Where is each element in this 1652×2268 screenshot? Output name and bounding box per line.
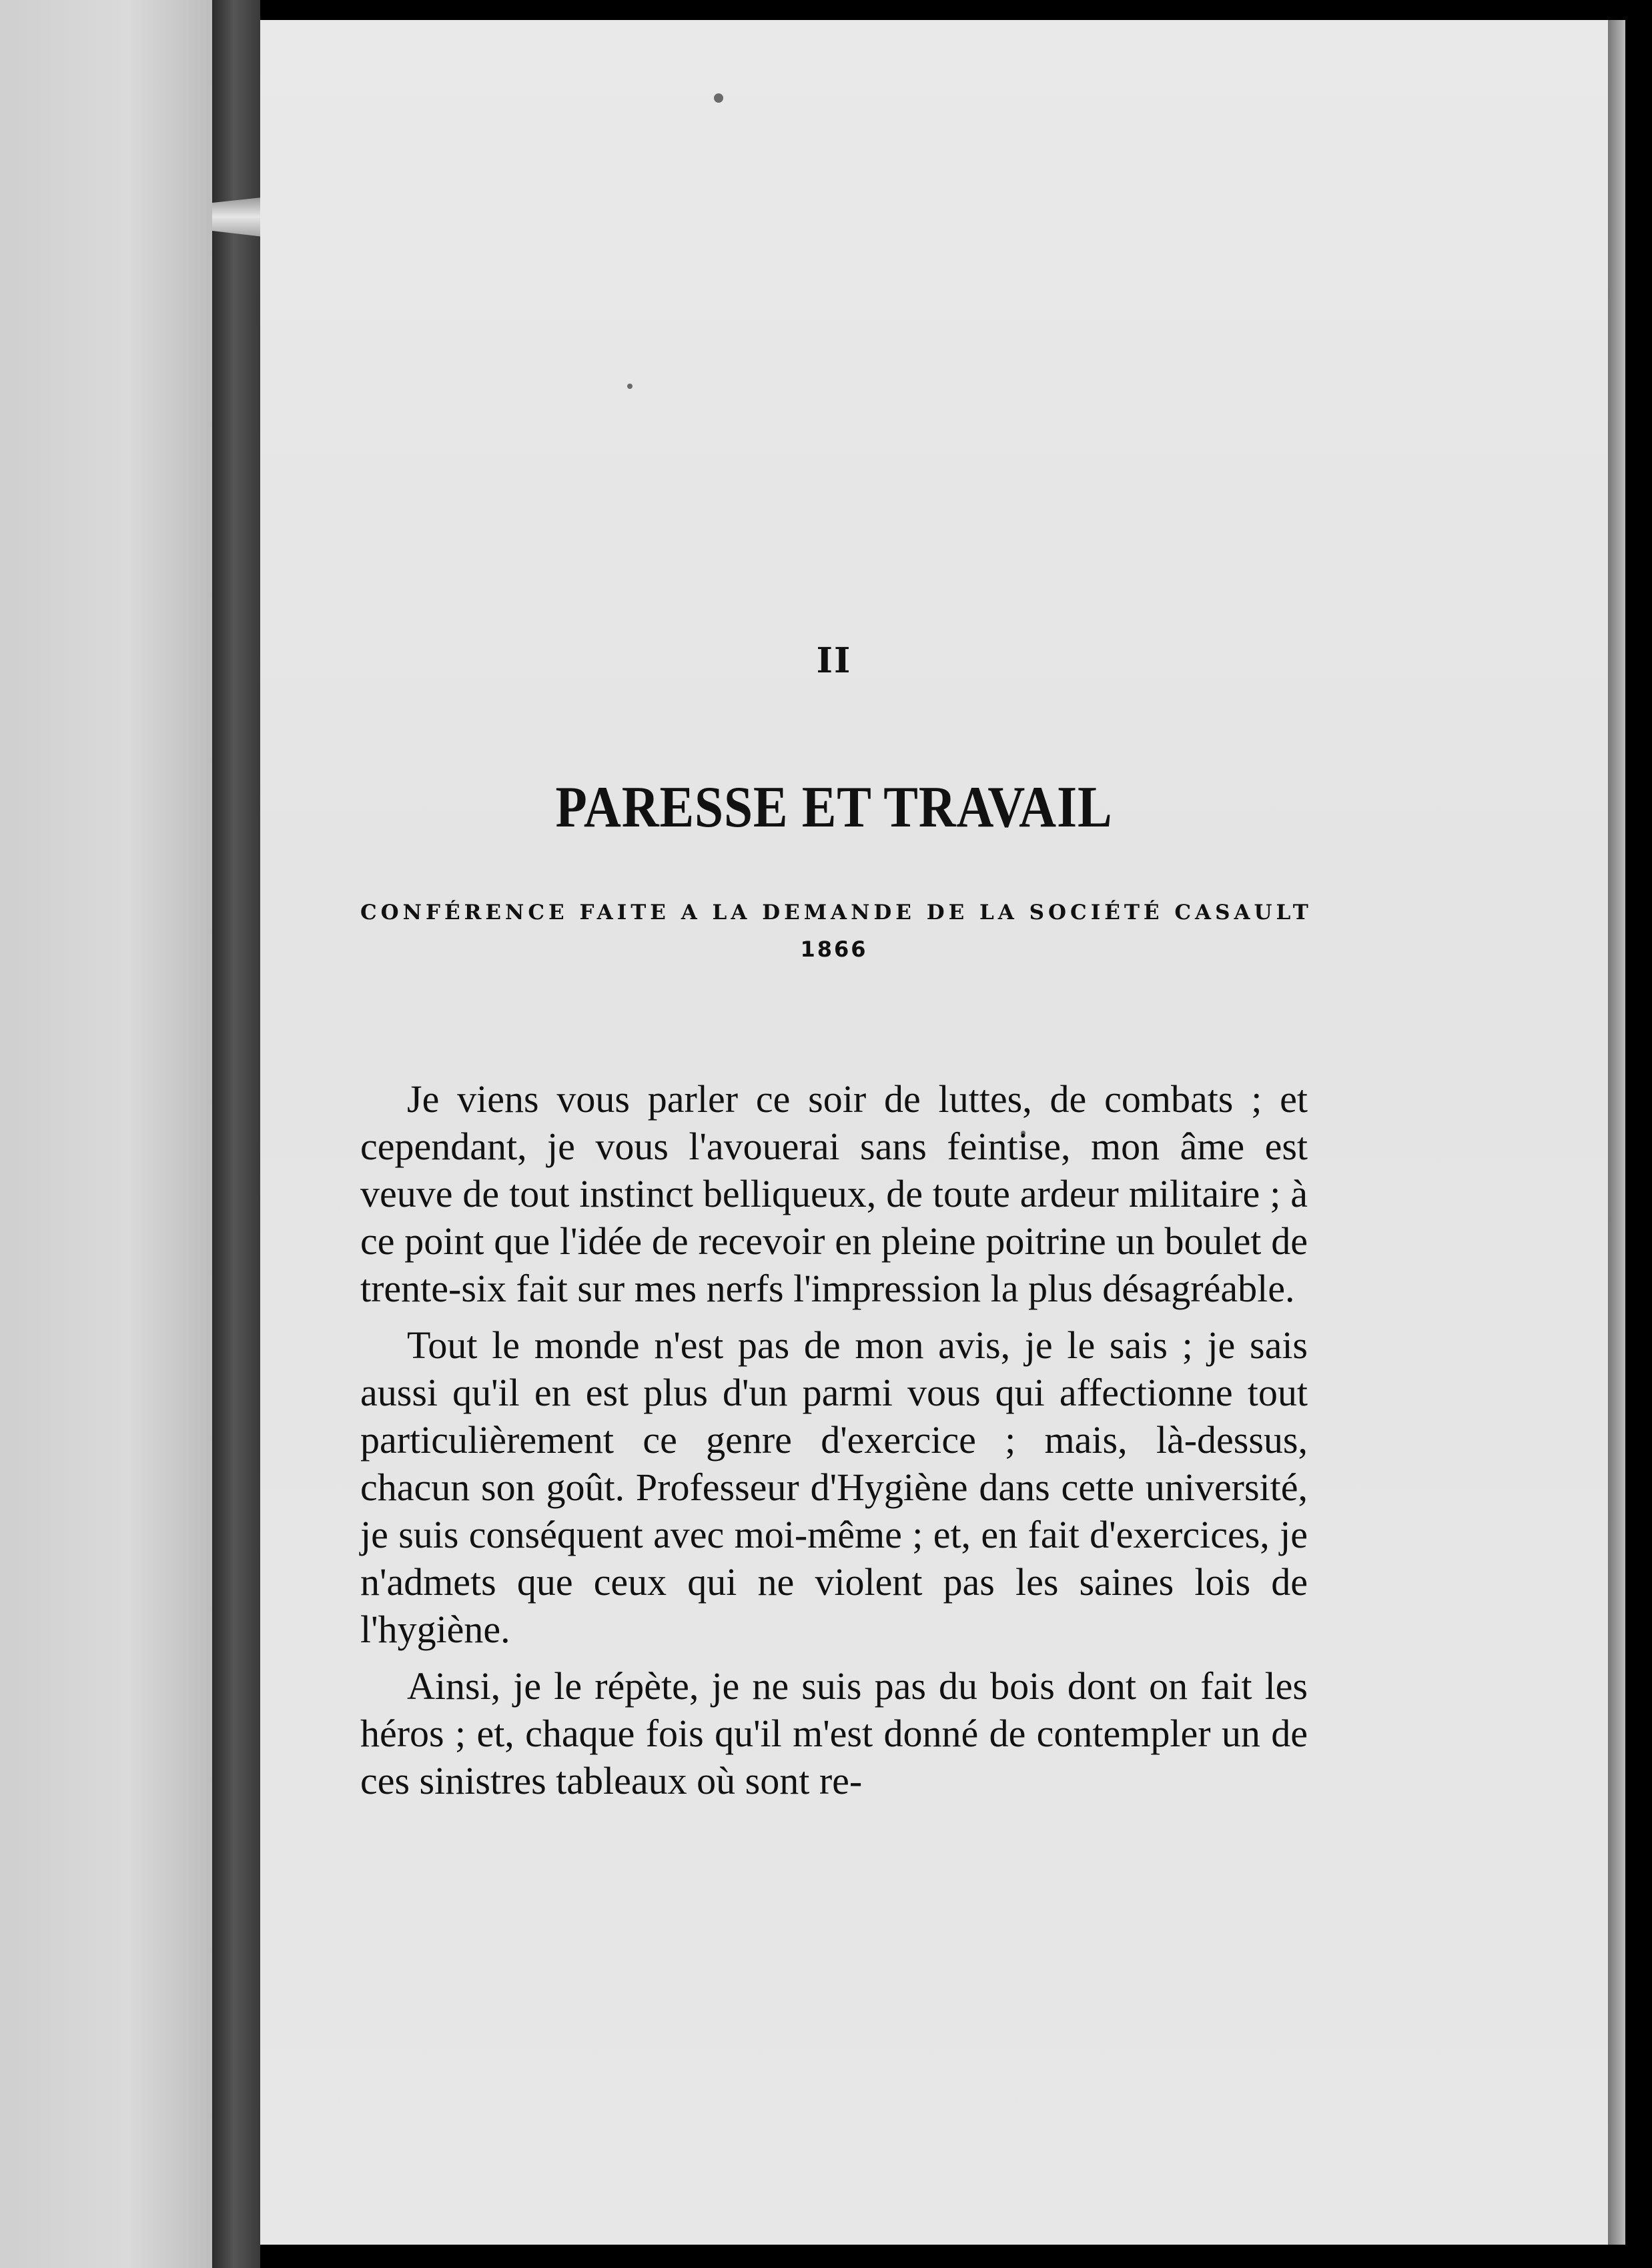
chapter-title: PARESSE ET TRAVAIL [555, 775, 1113, 840]
body-text [360, 1075, 1308, 1804]
page-edge [1608, 20, 1625, 2245]
book-gutter [212, 0, 260, 2268]
paragraph: Ainsi, je le répète, je ne suis pas du bois dont on fait les héros ; et, chaque fois qu'il m'est donné de contempler un de ces sinistres tableaux où sont re- [360, 1664, 1308, 1802]
chapter-subtitle: CONFÉRENCE FAITE A LA DEMANDE DE LA SOCIÉTÉ CASAULT [360, 901, 1312, 925]
chapter-year: 1866 [800, 937, 868, 962]
paper-speck [714, 93, 723, 103]
page-content [360, 600, 1312, 1814]
chapter-number: II [816, 640, 852, 681]
paper-speck [627, 384, 633, 389]
paragraph: Tout le monde n'est pas de mon avis, je le sais ; je sais aussi qu'il en est plus d'un parmi vous qui affectionne tout particulièrement ce genre d'exercice ; mais, là-dessus, chacun son goût. Professeur d'Hygiène dans cette université, je suis conséquent avec moi-même ; et, en fait d'exercices, je n'admets que ceux qui ne violent pas les saines lois de l'hygiène. [360, 1323, 1308, 1651]
left-facing-page [0, 0, 212, 2268]
paragraph: Je viens vous parler ce soir de luttes, de combats ; et cependant, je vous l'avouerai sans feintise, mon âme est veuve de tout instinct belliqueux, de toute ardeur militaire ; à ce point que l'idée de recevoir en pleine poitrine un boulet de trente-six fait sur mes nerfs l'impression la plus désagréable. [360, 1077, 1308, 1310]
